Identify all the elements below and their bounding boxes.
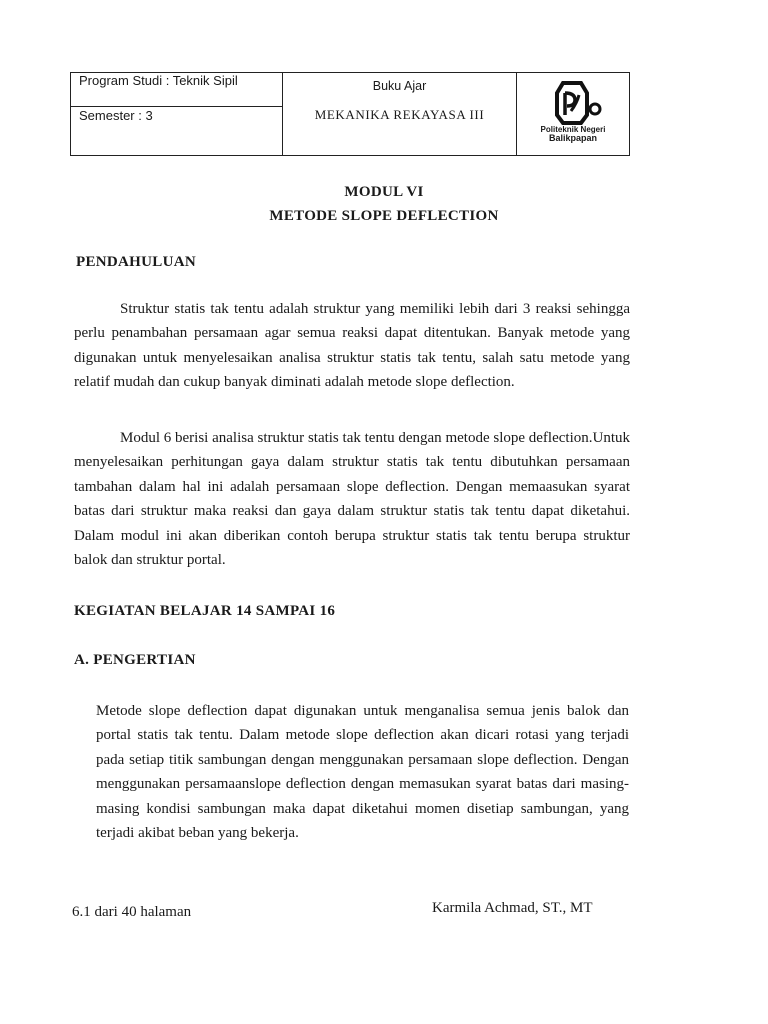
logo-cell bbox=[517, 73, 629, 155]
pengertian-paragraph bbox=[96, 699, 629, 845]
header-table bbox=[70, 72, 630, 156]
page-number: 6.1 dari 40 halaman bbox=[72, 904, 192, 920]
pendahuluan-p1-text: Struktur statis tak tentu adalah struktur yang memiliki lebih dari 3 reaksi sehingga perlu penambahan persamaan agar semua reaksi dapat ditentukan. Banyak metode yang digunakan untuk menyelesaikan analisa struktur statis tak tentu, salah satu metode yang relatif mudah dan cukup banyak diminati adalah metode slope deflection. bbox=[74, 301, 630, 391]
author-name: Karmila Achmad, ST., MT bbox=[432, 900, 593, 916]
pengertian-p1-text: Metode slope deflection dapat digunakan untuk menganalisa semua jenis balok dan portal statis tak tentu. Dalam metode slope deflection akan dicari rotasi yang terjadi pada setiap titik sambungan dengan menggunakan persamaan slope deflection. Dengan menggunakan persamaanslope deflection dengan memasukan syarat batas dari masing-masing kondisi sambungan maka dapat diketahui momen disetiap sambungan, yang terjadi akibat beban yang bekerja. bbox=[96, 703, 629, 842]
semester-cell bbox=[71, 107, 283, 155]
institution-logo-icon bbox=[541, 81, 605, 125]
semester-text: Semester : 3 bbox=[79, 108, 153, 123]
module-title: METODE SLOPE DEFLECTION bbox=[269, 208, 499, 224]
institution-name bbox=[517, 125, 629, 143]
buku-ajar-label: Buku Ajar bbox=[372, 79, 427, 93]
institution-line1: Politeknik Negeri bbox=[540, 125, 606, 134]
course-name: MEKANIKA REKAYASA III bbox=[314, 107, 485, 122]
institution-line2: Balikpapan bbox=[548, 133, 597, 143]
pendahuluan-paragraph-1 bbox=[74, 297, 630, 395]
pendahuluan-heading: PENDAHULUAN bbox=[76, 254, 196, 270]
pendahuluan-p2-text: Modul 6 berisi analisa struktur statis tak tentu dengan metode slope deflection.Untuk menyelesaikan perhitungan gaya dalam struktur statis tak tentu dibutuhkan persamaan tambahan dalam hal ini adalah persamaan slope deflection. Dengan memaasukan syarat batas dari struktur maka reaksi dan gaya dalam struktur statis tak tentu dapat diketahui. Dalam modul ini akan diberikan contoh berupa struktur statis tak tentu berupa struktur balok dan struktur portal. bbox=[74, 430, 630, 569]
program-studi-cell bbox=[71, 73, 283, 107]
program-studi-text: Program Studi : Teknik Sipil bbox=[79, 73, 238, 88]
pendahuluan-paragraph-2 bbox=[74, 426, 630, 572]
pengertian-heading: A. PENGERTIAN bbox=[74, 652, 196, 668]
kegiatan-heading: KEGIATAN BELAJAR 14 SAMPAI 16 bbox=[74, 603, 336, 619]
course-title-cell bbox=[283, 73, 517, 155]
module-number: MODUL VI bbox=[344, 184, 424, 200]
